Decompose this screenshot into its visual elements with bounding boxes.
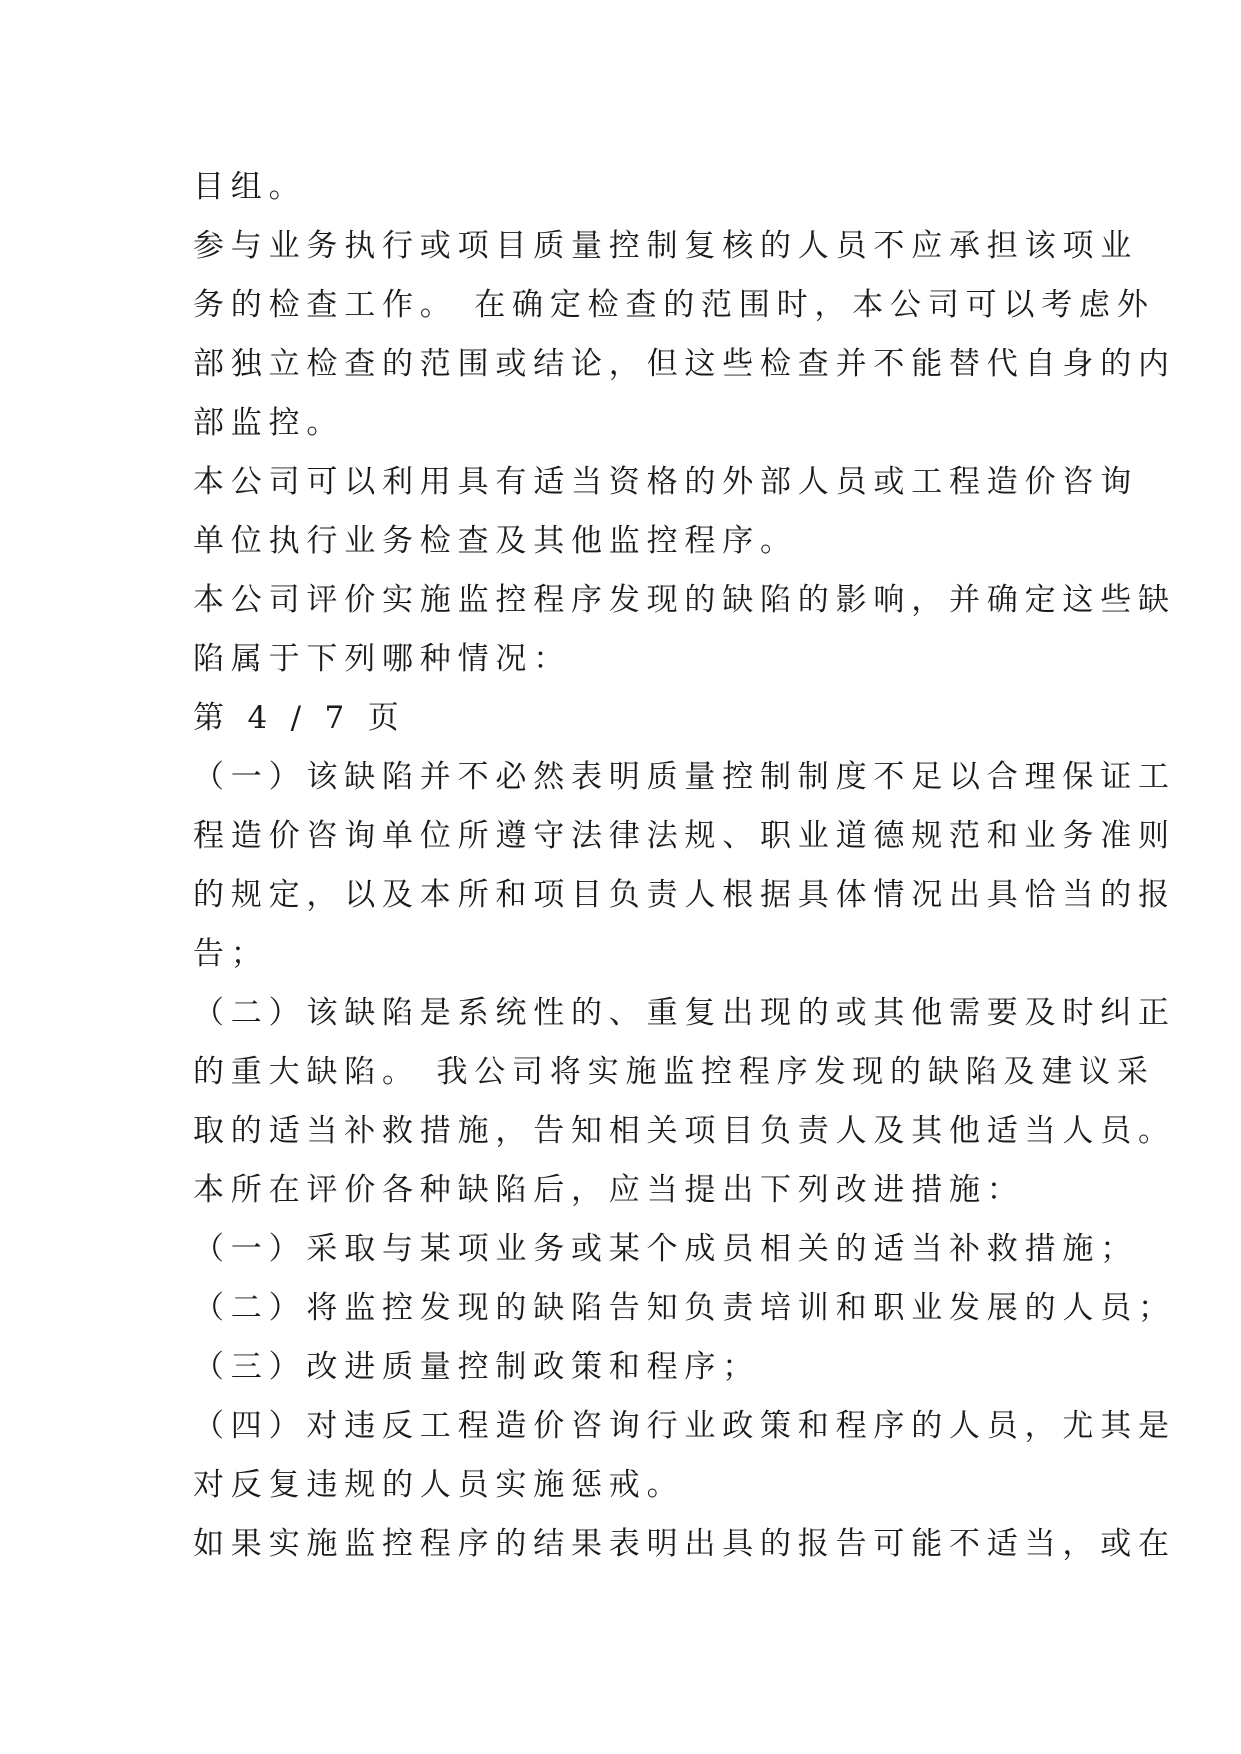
text-line: （四）对违反工程造价咨询行业政策和程序的人员，尤其是 [193, 1408, 1176, 1444]
text-line: 程造价咨询单位所遵守法律法规、职业道德规范和业务准则 [193, 818, 1176, 854]
text-line: 取的适当补救措施，告知相关项目负责人及其他适当人员。 [193, 1113, 1176, 1149]
text-line: 如果实施监控程序的结果表明出具的报告可能不适当，或在 [193, 1526, 1176, 1562]
text-line: 单位执行业务检查及其他监控程序。 [193, 523, 798, 559]
text-line: 部独立检查的范围或结论，但这些检查并不能替代自身的内 [193, 346, 1176, 382]
text-line: （二）将监控发现的缺陷告知负责培训和职业发展的人员； [193, 1290, 1176, 1326]
text-line: 本公司评价实施监控程序发现的缺陷的影响，并确定这些缺 [193, 582, 1176, 618]
text-line: （一）采取与某项业务或某个成员相关的适当补救措施； [193, 1231, 1138, 1267]
text-line: （一）该缺陷并不必然表明质量控制制度不足以合理保证工 [193, 759, 1176, 795]
text-line: 告； [193, 936, 269, 972]
text-line: 陷属于下列哪种情况： [193, 641, 571, 677]
text-line: 务的检查工作。 在确定检查的范围时，本公司可以考虑外 [193, 287, 1155, 323]
text-line: 部监控。 [193, 405, 345, 441]
text-line: 参与业务执行或项目质量控制复核的人员不应承担该项业 [193, 228, 1138, 264]
text-line: 的重大缺陷。 我公司将实施监控程序发现的缺陷及建议采 [193, 1054, 1155, 1090]
text-line: 对反复违规的人员实施惩戒。 [193, 1467, 685, 1503]
text-line: 本公司可以利用具有适当资格的外部人员或工程造价咨询 [193, 464, 1138, 500]
text-line: 本所在评价各种缺陷后，应当提出下列改进措施： [193, 1172, 1025, 1208]
text-line: （三）改进质量控制政策和程序； [193, 1349, 760, 1385]
page-number: 第 4 / 7 页 [193, 700, 406, 736]
text-line: 目组。 [193, 169, 307, 205]
document-body [193, 158, 1176, 1574]
text-line: 的规定，以及本所和项目负责人根据具体情况出具恰当的报 [193, 877, 1176, 913]
text-line: （二）该缺陷是系统性的、重复出现的或其他需要及时纠正 [193, 995, 1176, 1031]
